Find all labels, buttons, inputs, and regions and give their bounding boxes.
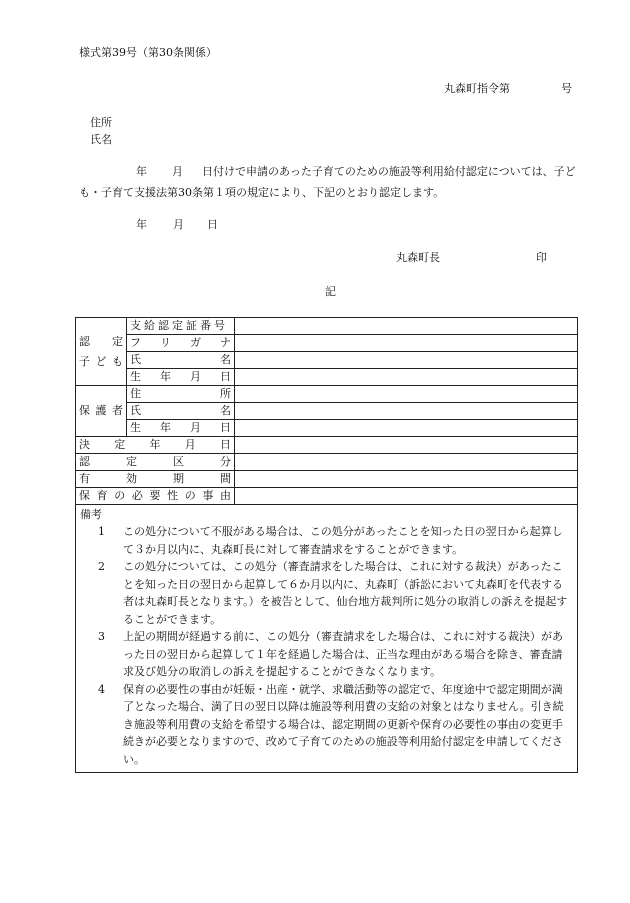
remark-note: 2 この処分については、この処分（審査請求をした場合は、これに対する裁決）があったことを知った日の翌日から起算して６か月以内に、丸森町（訴訟において丸森町を代表する者は丸森町長となります。）を被告として、仙台地方裁判所に処分の取消しの訴えを提起することができます。 (98, 560, 568, 626)
table-row (76, 488, 578, 505)
ki-heading: 記 (325, 285, 336, 298)
furigana-value[interactable] (235, 335, 578, 352)
necessity-value[interactable] (235, 488, 578, 505)
intro-year: 年 (136, 165, 147, 178)
remarks-heading: 備考 (80, 508, 102, 521)
cert-number-label: 支給認定証番号 (127, 318, 235, 335)
child-name-label: 氏 名 (127, 352, 235, 369)
guardian-address-label: 住 所 (127, 386, 235, 403)
table-row (76, 505, 578, 773)
guardian-birth-value[interactable] (235, 420, 578, 437)
table-row (76, 437, 578, 454)
table-row (76, 369, 578, 386)
intro-paragraph (79, 161, 579, 203)
decision-date-value[interactable] (235, 437, 578, 454)
table-row (76, 335, 578, 352)
table-row (76, 420, 578, 437)
category-label: 認 定 区 分 (76, 454, 235, 471)
reference-suffix: 号 (561, 82, 572, 95)
remarks-cell (76, 505, 578, 773)
mayor-title: 丸森町長 (396, 251, 440, 264)
remark-note: 3 上記の期間が経過する前に、この処分（審査請求をした場合は、これに対する裁決）があった日の翌日から起算して１年を経過した場合は、正当な理由がある場合を除き、審査請求及び処分の取消しの訴えを提起することができなくなります。 (98, 630, 563, 678)
guardian-group-label: 保 護 者 (76, 386, 127, 437)
category-value[interactable] (235, 454, 578, 471)
child-birth-label: 生 年 月 日 (127, 369, 235, 386)
date-month: 月 (173, 218, 184, 231)
intro-month: 月 (172, 165, 183, 178)
validity-label: 有 効 期 間 (76, 471, 235, 488)
seal-mark: 印 (536, 251, 547, 264)
table-row (76, 403, 578, 420)
table-row (76, 471, 578, 488)
remark-note: 1 この処分について不服がある場合は、この処分があったことを知った日の翌日から起算して３か月以内に、丸森町長に対して審査請求をすることができます。 (98, 525, 563, 556)
furigana-label: フ リ ガ ナ (127, 335, 235, 352)
name-label: 氏名 (90, 133, 112, 146)
reference-prefix: 丸森町指令第 (444, 82, 510, 95)
guardian-name-value[interactable] (235, 403, 578, 420)
table-row (76, 454, 578, 471)
table-row (76, 352, 578, 369)
decision-date-label: 決 定 年 月 日 (76, 437, 235, 454)
child-group-label: 認 定 子 ど も (76, 318, 127, 386)
certification-table (75, 317, 578, 773)
child-name-value[interactable] (235, 352, 578, 369)
necessity-label: 保 育 の 必 要 性 の 事 由 (76, 488, 235, 505)
remark-note: 4 保育の必要性の事由が妊娠・出産・就学、求職活動等の認定で、年度途中で認定期間が満了となった場合、満了日の翌日以降は施設等利用費の支給の対象とはなりません。引き続き施設等利用費の支給を希望する場合は、認定期間の更新や保育の必要性の事由の変更手続きが必要となりますので、改めて子育てのための施設等利用給付認定を申請してください。 (98, 682, 564, 766)
guardian-name-label: 氏 名 (127, 403, 235, 420)
guardian-address-value[interactable] (235, 386, 578, 403)
intro-text: 日付けで申請のあった子育てのための施設等利用給付認定については、子ども・子育て支援法第30条第１項の規定により、下記のとおり認定します。 (79, 165, 576, 199)
address-label: 住所 (90, 116, 112, 129)
cert-number-value[interactable] (235, 318, 578, 335)
form-number: 様式第39号（第30条関係） (79, 46, 217, 59)
table-row (76, 318, 578, 335)
validity-value[interactable] (235, 471, 578, 488)
date-day: 日 (207, 218, 218, 231)
date-year: 年 (136, 218, 147, 231)
table-row (76, 386, 578, 403)
child-birth-value[interactable] (235, 369, 578, 386)
guardian-birth-label: 生 年 月 日 (127, 420, 235, 437)
